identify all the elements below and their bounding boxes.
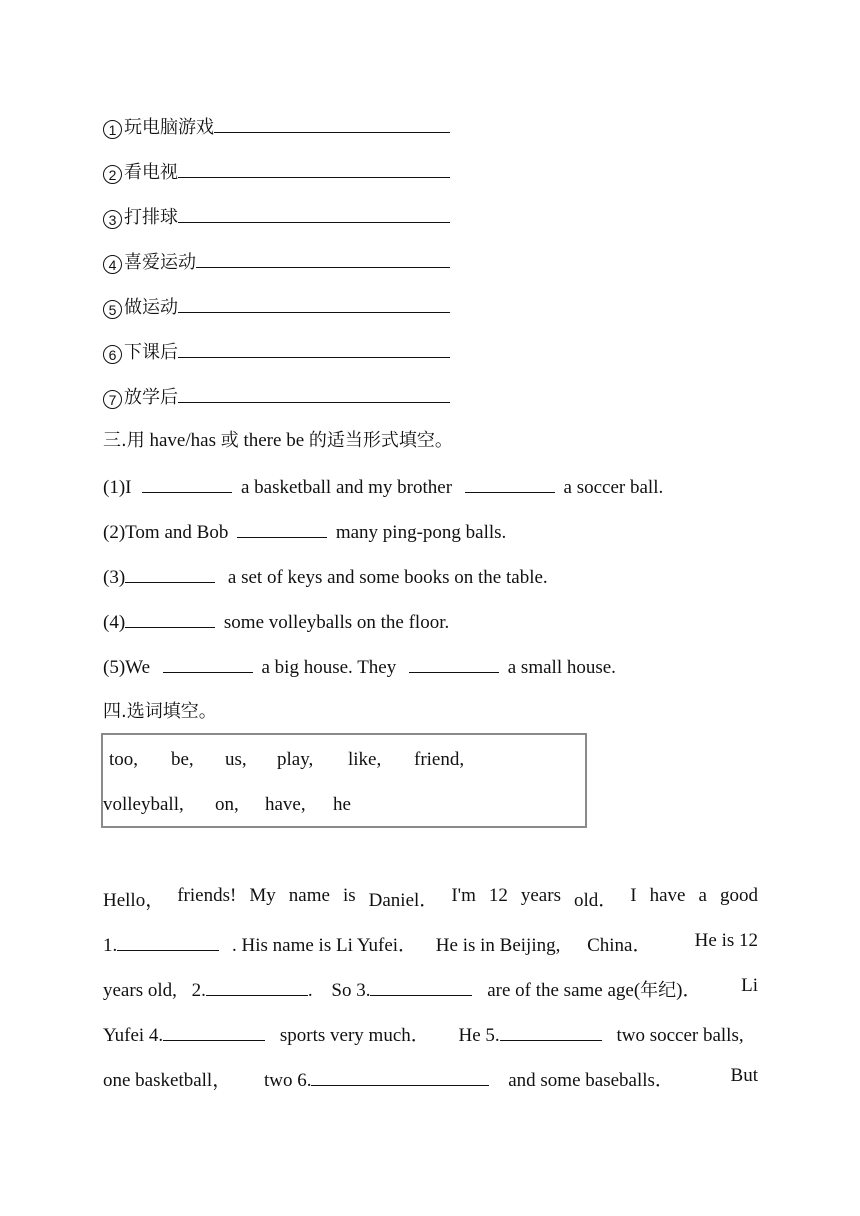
- vocab-item: [103, 339, 450, 365]
- answer-blank[interactable]: [178, 339, 450, 358]
- answer-blank[interactable]: [163, 654, 253, 673]
- answer-blank[interactable]: [237, 519, 327, 538]
- passage-word: friends!: [177, 885, 237, 906]
- answer-blank[interactable]: [206, 977, 308, 996]
- word-bank-word: have,: [265, 794, 306, 815]
- vocab-item-text: 喜爱运动: [124, 252, 196, 273]
- passage-word: I: [630, 885, 637, 906]
- circled-number: 4: [103, 255, 122, 274]
- passage-text: He is 12: [694, 930, 758, 951]
- question-4-end: some volleyballs on the floor.: [223, 612, 450, 633]
- passage-text: He is in Beijing,: [435, 935, 561, 956]
- circled-number: 3: [103, 210, 122, 229]
- passage-text: Li: [741, 975, 758, 996]
- passage-text: . His name is Li Yufei．: [232, 935, 418, 956]
- passage-word: have: [649, 885, 686, 906]
- question-1-mid: a basketball and my brother: [240, 477, 453, 498]
- circled-number: 7: [103, 390, 122, 409]
- passage-text: are of the same age(: [487, 980, 641, 1001]
- word-bank-word: he: [333, 794, 351, 815]
- question-5: [103, 654, 616, 680]
- passage-text: and some baseballs．: [508, 1070, 674, 1091]
- passage-text: two soccer balls,: [616, 1025, 744, 1046]
- passage-text: So 3.: [331, 980, 371, 1001]
- section3-title-mid: 或: [220, 430, 239, 451]
- question-5-end: a small house.: [507, 657, 616, 678]
- section3-title: [103, 429, 453, 453]
- circled-number: 6: [103, 345, 122, 364]
- answer-blank[interactable]: [409, 654, 499, 673]
- answer-blank[interactable]: [196, 249, 450, 268]
- answer-blank[interactable]: [142, 474, 232, 493]
- circled-number: 1: [103, 120, 122, 139]
- passage-word: good: [719, 885, 758, 906]
- answer-blank[interactable]: [500, 1022, 602, 1041]
- word-bank-word: volleyball,: [103, 794, 184, 815]
- word-bank-word: on,: [215, 794, 239, 815]
- question-5-prefix: (5)We: [103, 657, 150, 678]
- question-1: [103, 474, 663, 500]
- word-bank-word: us,: [225, 749, 247, 770]
- vocab-item-text: 看电视: [124, 162, 178, 183]
- passage-line-1: [103, 885, 758, 912]
- answer-blank[interactable]: [178, 384, 450, 403]
- section3-title-suffix: 的适当形式填空。: [308, 430, 453, 451]
- answer-blank[interactable]: [370, 977, 472, 996]
- passage-word: years: [520, 885, 561, 906]
- circled-number: 2: [103, 165, 122, 184]
- section3-title-latin2: there be: [243, 430, 305, 451]
- passage-word: a: [698, 885, 707, 906]
- passage-text: He 5.: [458, 1025, 500, 1046]
- word-bank-word: like,: [348, 749, 382, 770]
- vocab-item-text: 玩电脑游戏: [124, 117, 214, 138]
- vocab-item: [103, 249, 450, 275]
- passage-text: 年纪: [640, 980, 677, 1001]
- passage-text: one basketball，: [103, 1070, 232, 1091]
- question-2: [103, 519, 506, 545]
- passage-word: 12: [488, 885, 508, 906]
- question-3-end: a set of keys and some books on the table.: [227, 567, 548, 588]
- passage-word: name: [288, 885, 330, 906]
- passage-word: is: [342, 885, 356, 906]
- passage-text: )．: [676, 980, 702, 1001]
- word-bank-word: friend,: [414, 749, 465, 770]
- section3-title-latin1: have/has: [149, 430, 216, 451]
- answer-blank[interactable]: [117, 932, 219, 951]
- vocab-item: [103, 159, 450, 185]
- passage-text: years old,: [103, 980, 177, 1001]
- word-bank-word: too,: [109, 749, 139, 770]
- vocab-item: [103, 384, 450, 410]
- passage-line-2: [103, 930, 758, 957]
- answer-blank[interactable]: [178, 159, 450, 178]
- vocab-item-text: 下课后: [124, 342, 178, 363]
- passage-text: .: [307, 980, 313, 1001]
- passage-line-5: [103, 1065, 758, 1092]
- passage-text: 2.: [191, 980, 206, 1001]
- answer-blank[interactable]: [311, 1067, 489, 1086]
- word-bank-word: play,: [277, 749, 314, 770]
- circled-number: 5: [103, 300, 122, 319]
- passage-text: But: [730, 1065, 758, 1086]
- question-4-prefix: (4): [103, 612, 126, 633]
- question-3-prefix: (3): [103, 567, 126, 588]
- question-3: [103, 564, 548, 590]
- passage-text: Yufei 4.: [103, 1025, 164, 1046]
- vocab-item-text: 做运动: [124, 297, 178, 318]
- vocab-item-text: 放学后: [124, 387, 178, 408]
- answer-blank[interactable]: [214, 114, 450, 133]
- passage-line-3: [103, 975, 758, 1002]
- question-4: [103, 609, 449, 635]
- answer-blank[interactable]: [178, 294, 450, 313]
- passage-word: I'm: [451, 885, 476, 906]
- question-5-mid: a big house. They: [261, 657, 397, 678]
- vocab-item: [103, 294, 450, 320]
- question-1-prefix: (1)I: [103, 477, 132, 498]
- passage-text: 1.: [103, 935, 118, 956]
- passage-word: old．: [573, 890, 618, 911]
- answer-blank[interactable]: [125, 609, 215, 628]
- passage-word: My: [249, 885, 276, 906]
- passage-word: Daniel．: [368, 890, 439, 911]
- passage-text: sports very much．: [279, 1025, 430, 1046]
- section4-title: 四.选词填空。: [103, 701, 217, 722]
- question-2-end: many ping-pong balls.: [335, 522, 507, 543]
- answer-blank[interactable]: [465, 474, 555, 493]
- passage-line-4: [103, 1020, 758, 1047]
- question-2-prefix: (2)Tom and Bob: [103, 522, 229, 543]
- passage-text: two 6.: [263, 1070, 312, 1091]
- passage-text: China．: [587, 935, 652, 956]
- answer-blank[interactable]: [178, 204, 450, 223]
- word-bank-box: [101, 733, 587, 828]
- section3-title-prefix: 三.用: [103, 430, 145, 451]
- vocab-item: [103, 204, 450, 230]
- answer-blank[interactable]: [125, 564, 215, 583]
- question-1-end: a soccer ball.: [563, 477, 664, 498]
- vocab-item-text: 打排球: [124, 207, 178, 228]
- vocab-item: [103, 114, 450, 140]
- answer-blank[interactable]: [163, 1022, 265, 1041]
- passage-word: Hello，: [103, 890, 165, 911]
- word-bank-word: be,: [171, 749, 194, 770]
